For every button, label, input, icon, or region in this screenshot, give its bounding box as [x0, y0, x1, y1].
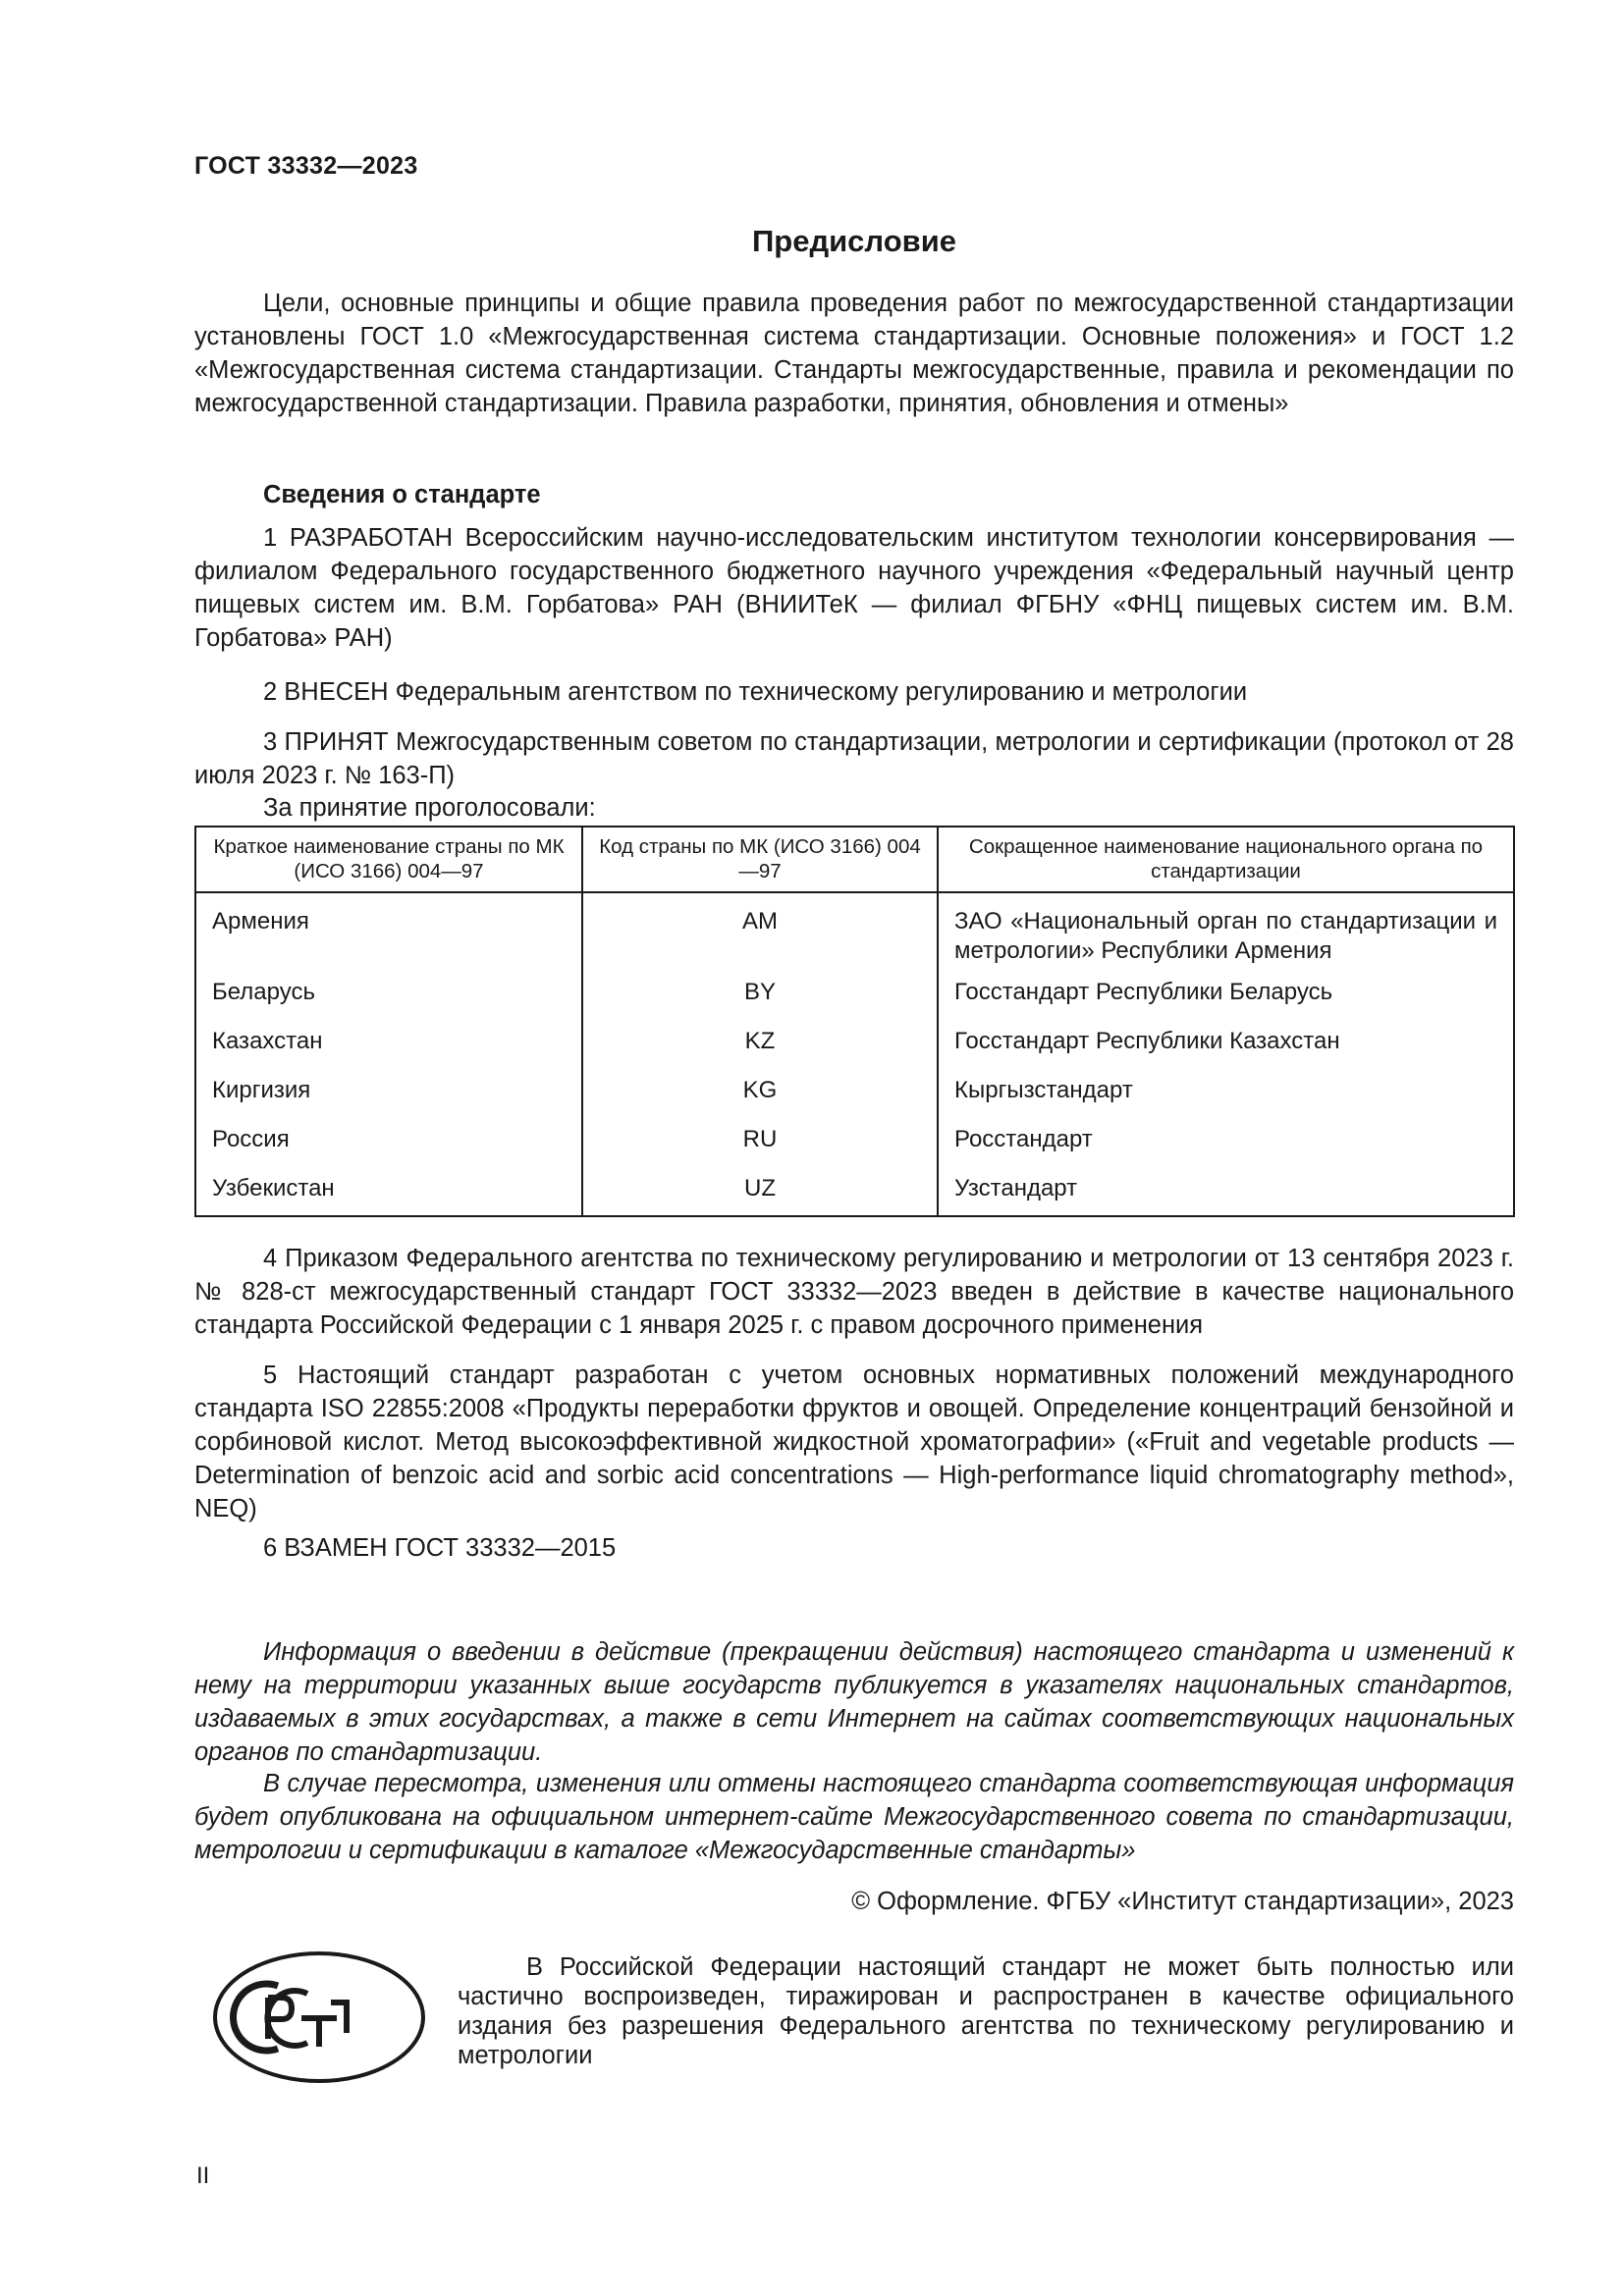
- national-authority: Кыргызстандарт: [938, 1076, 1514, 1125]
- reproduction-rights-notice: В Российской Федерации настоящий стандарт не может быть полностью или частично воспроизведен, тиражирован и распространен в качестве официального издания без разрешения Федерального агентства по техническому регулированию и метрологии: [458, 1953, 1514, 2069]
- national-authority: Росстандарт: [938, 1125, 1514, 1174]
- member-states-table: [194, 826, 1515, 1217]
- country-name: Беларусь: [195, 972, 582, 1027]
- item-introduced: 2 ВНЕСЕН Федеральным агентством по техническому регулированию и метрологии: [263, 678, 1248, 706]
- country-name: Россия: [195, 1125, 582, 1174]
- item-enacted: 4 Приказом Федерального агентства по техническому регулированию и метрологии от 13 сентября 2023 г. № 828-ст межгосударственный стандарт ГОСТ 33332—2023 введен в действие в качестве национального стандарта Российской Федерации с 1 января 2025 г. с правом досрочного применения: [194, 1245, 1514, 1339]
- country-name: Киргизия: [195, 1076, 582, 1125]
- page-title: Предисловие: [751, 224, 956, 258]
- document-id-header: ГОСТ 33332—2023: [194, 152, 418, 180]
- country-code: BY: [582, 972, 938, 1027]
- national-authority: ЗАО «Национальный орган по стандартизации и метрологии» Республики Армения: [938, 892, 1514, 972]
- country-name: Армения: [195, 892, 582, 972]
- column-header-code: Код страны по МК (ИСО 3166) 004—97: [582, 827, 938, 892]
- country-code: KZ: [582, 1027, 938, 1076]
- table-header-row: [195, 827, 1514, 892]
- country-code: RU: [582, 1125, 938, 1174]
- country-code: KG: [582, 1076, 938, 1125]
- item-adopted: 3 ПРИНЯТ Межгосударственным советом по стандартизации, метрологии и сертификации (протокол от 28 июля 2023 г. № 163-П): [194, 728, 1514, 789]
- national-authority: Узстандарт: [938, 1174, 1514, 1216]
- table-row: [195, 972, 1514, 1027]
- section-heading: Сведения о стандарте: [263, 481, 541, 508]
- page-number: II: [196, 2163, 210, 2189]
- item-international-basis: 5 Настоящий стандарт разработан с учетом основных нормативных положений международного стандарта ISO 22855:2008 «Продукты переработки фруктов и овощей. Определение концентраций бензойной и сорбиновой кислот. Метод высокоэффективной жидкостной хроматографии» («Fruit and vegetable products — Determination of benzoic acid and sorbic acid concentrations — High-performance liquid chromatography method», NEQ): [194, 1362, 1514, 1522]
- notice-paragraph: Информация о введении в действие (прекращении действия) настоящего стандарта и изменений к нему на территории указанных выше государств публикуется в указателях национальных стандартов, издаваемых в этих государствах, а также в сети Интернет на сайтах соответствующих национальных органов по стандартизации.: [194, 1638, 1514, 1766]
- table-row: [195, 1174, 1514, 1216]
- voted-label: За принятие проголосовали:: [263, 794, 596, 822]
- table-row: [195, 1125, 1514, 1174]
- item-developed: 1 РАЗРАБОТАН Всероссийским научно-исследовательским институтом технологии консервирования — филиалом Федерального государственного бюджетного научного учреждения «Федеральный научный центр пищевых систем им. В.М. Горбатова» РАН (ВНИИТеК — филиал ФГБНУ «ФНЦ пищевых систем им. В.М. Горбатова» РАН): [194, 524, 1514, 652]
- table-row: [195, 1027, 1514, 1076]
- item-replaces: 6 ВЗАМЕН ГОСТ 33332—2015: [263, 1534, 617, 1562]
- table-row: [195, 1076, 1514, 1125]
- national-authority: Госстандарт Республики Казахстан: [938, 1027, 1514, 1076]
- column-header-authority: Сокращенное наименование национального органа по стандартизации: [938, 827, 1514, 892]
- revision-notice-paragraph: В случае пересмотра, изменения или отмены настоящего стандарта соответствующая информация будет опубликована на официальном интернет-сайте Межгосударственного совета по стандартизации, метрологии и сертификации в каталоге «Межгосударственные стандарты»: [194, 1770, 1514, 1864]
- country-name: Узбекистан: [195, 1174, 582, 1216]
- country-code: AM: [582, 892, 938, 972]
- table-row: [195, 892, 1514, 972]
- copyright-line: © Оформление. ФГБУ «Институт стандартизации», 2023: [851, 1888, 1514, 1915]
- column-header-country: Краткое наименование страны по МК (ИСО 3166) 004—97: [195, 827, 582, 892]
- country-name: Казахстан: [195, 1027, 582, 1076]
- rst-certification-mark-icon: [211, 1949, 427, 2091]
- country-code: UZ: [582, 1174, 938, 1216]
- intro-paragraph: Цели, основные принципы и общие правила проведения работ по межгосударственной стандартизации установлены ГОСТ 1.0 «Межгосударственная система стандартизации. Основные положения» и ГОСТ 1.2 «Межгосударственная система стандартизации. Стандарты межгосударственные, правила и рекомендации по межгосударственной стандартизации. Правила разработки, принятия, обновления и отмены»: [194, 290, 1514, 417]
- national-authority: Госстандарт Республики Беларусь: [938, 972, 1514, 1027]
